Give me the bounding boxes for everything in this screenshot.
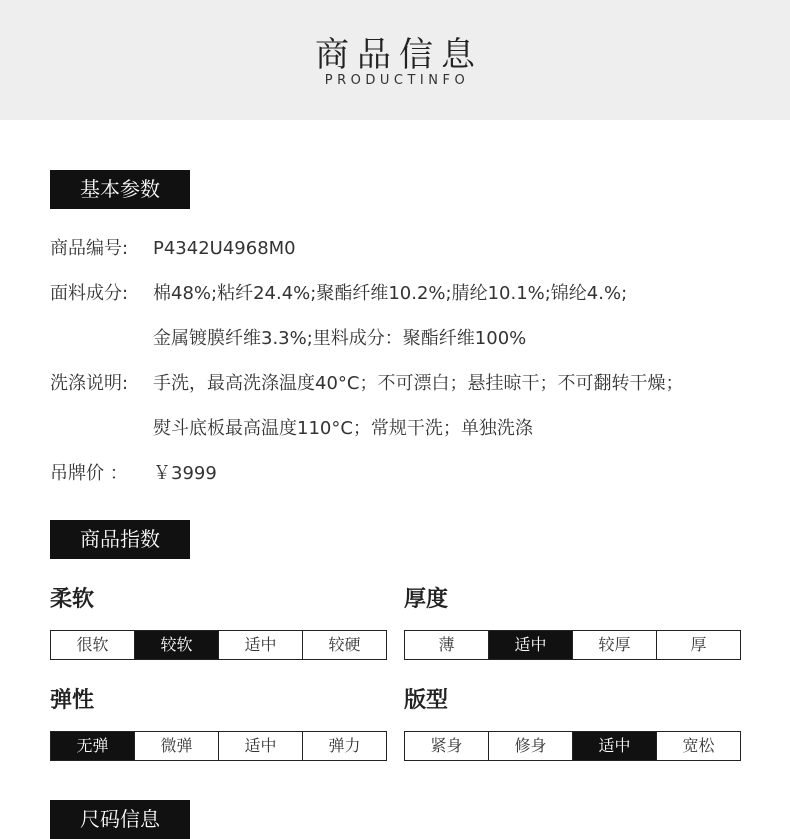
scale-option: 弹力 <box>328 736 361 755</box>
param-value-code: P4342U4968M0 <box>153 238 296 259</box>
scale-option: 适中 <box>573 732 657 760</box>
scale-option: 修身 <box>489 732 573 760</box>
param-label-code: 商品编号: <box>50 238 129 259</box>
scale-fit <box>404 731 741 761</box>
param-label-fabric: 面料成分: <box>50 283 129 304</box>
index-title-softness: 柔软 <box>50 587 95 612</box>
param-value-fabric-line2: 金属镀膜纤维3.3%;里料成分：聚酯纤维100% <box>153 328 527 349</box>
scale-option: 适中 <box>219 631 303 659</box>
page-header <box>0 0 790 120</box>
param-row-fabric <box>50 282 627 306</box>
scale-option: 适中 <box>489 631 573 659</box>
index-title-fit: 版型 <box>404 688 449 713</box>
param-row-wash <box>50 372 683 396</box>
page-title: 商品信息 <box>315 35 483 75</box>
scale-option: 适中 <box>219 732 303 760</box>
scale-option: 较软 <box>135 631 219 659</box>
param-label-price: 吊牌价 ： <box>50 463 128 484</box>
scale-option: 厚 <box>690 635 707 654</box>
page-subtitle: PRODUCTINFO <box>324 73 470 88</box>
index-title-thickness: 厚度 <box>404 587 449 612</box>
scale-softness <box>50 630 387 660</box>
param-value-wash-line1: 手洗，最高洗涤温度40°C；不可漂白；悬挂晾干；不可翻转干燥； <box>153 373 684 394</box>
scale-option: 无弹 <box>51 732 135 760</box>
param-value-wash-line2: 熨斗底板最高温度110°C；常规干洗；单独洗涤 <box>153 418 533 439</box>
scale-option: 微弹 <box>135 732 219 760</box>
scale-option: 薄 <box>405 631 489 659</box>
scale-option: 宽松 <box>682 736 715 755</box>
section-tag-size: 尺码信息 <box>50 800 190 839</box>
scale-option: 较硬 <box>328 635 361 654</box>
scale-option: 很软 <box>51 631 135 659</box>
section-tag-basic: 基本参数 <box>50 170 190 209</box>
section-tag-index: 商品指数 <box>50 520 190 559</box>
param-label-wash: 洗涤说明: <box>50 373 129 394</box>
scale-option: 较厚 <box>573 631 657 659</box>
param-value-fabric-line1: 棉48%;粘纤24.4%;聚酯纤维10.2%;腈纶10.1%;锦纶4.%; <box>153 283 628 304</box>
scale-elasticity <box>50 731 387 761</box>
scale-thickness <box>404 630 741 660</box>
param-value-price: ￥3999 <box>153 463 217 484</box>
index-title-elasticity: 弹性 <box>50 688 95 713</box>
param-row-code <box>50 237 296 261</box>
param-row-price <box>50 462 217 486</box>
scale-option: 紧身 <box>405 732 489 760</box>
